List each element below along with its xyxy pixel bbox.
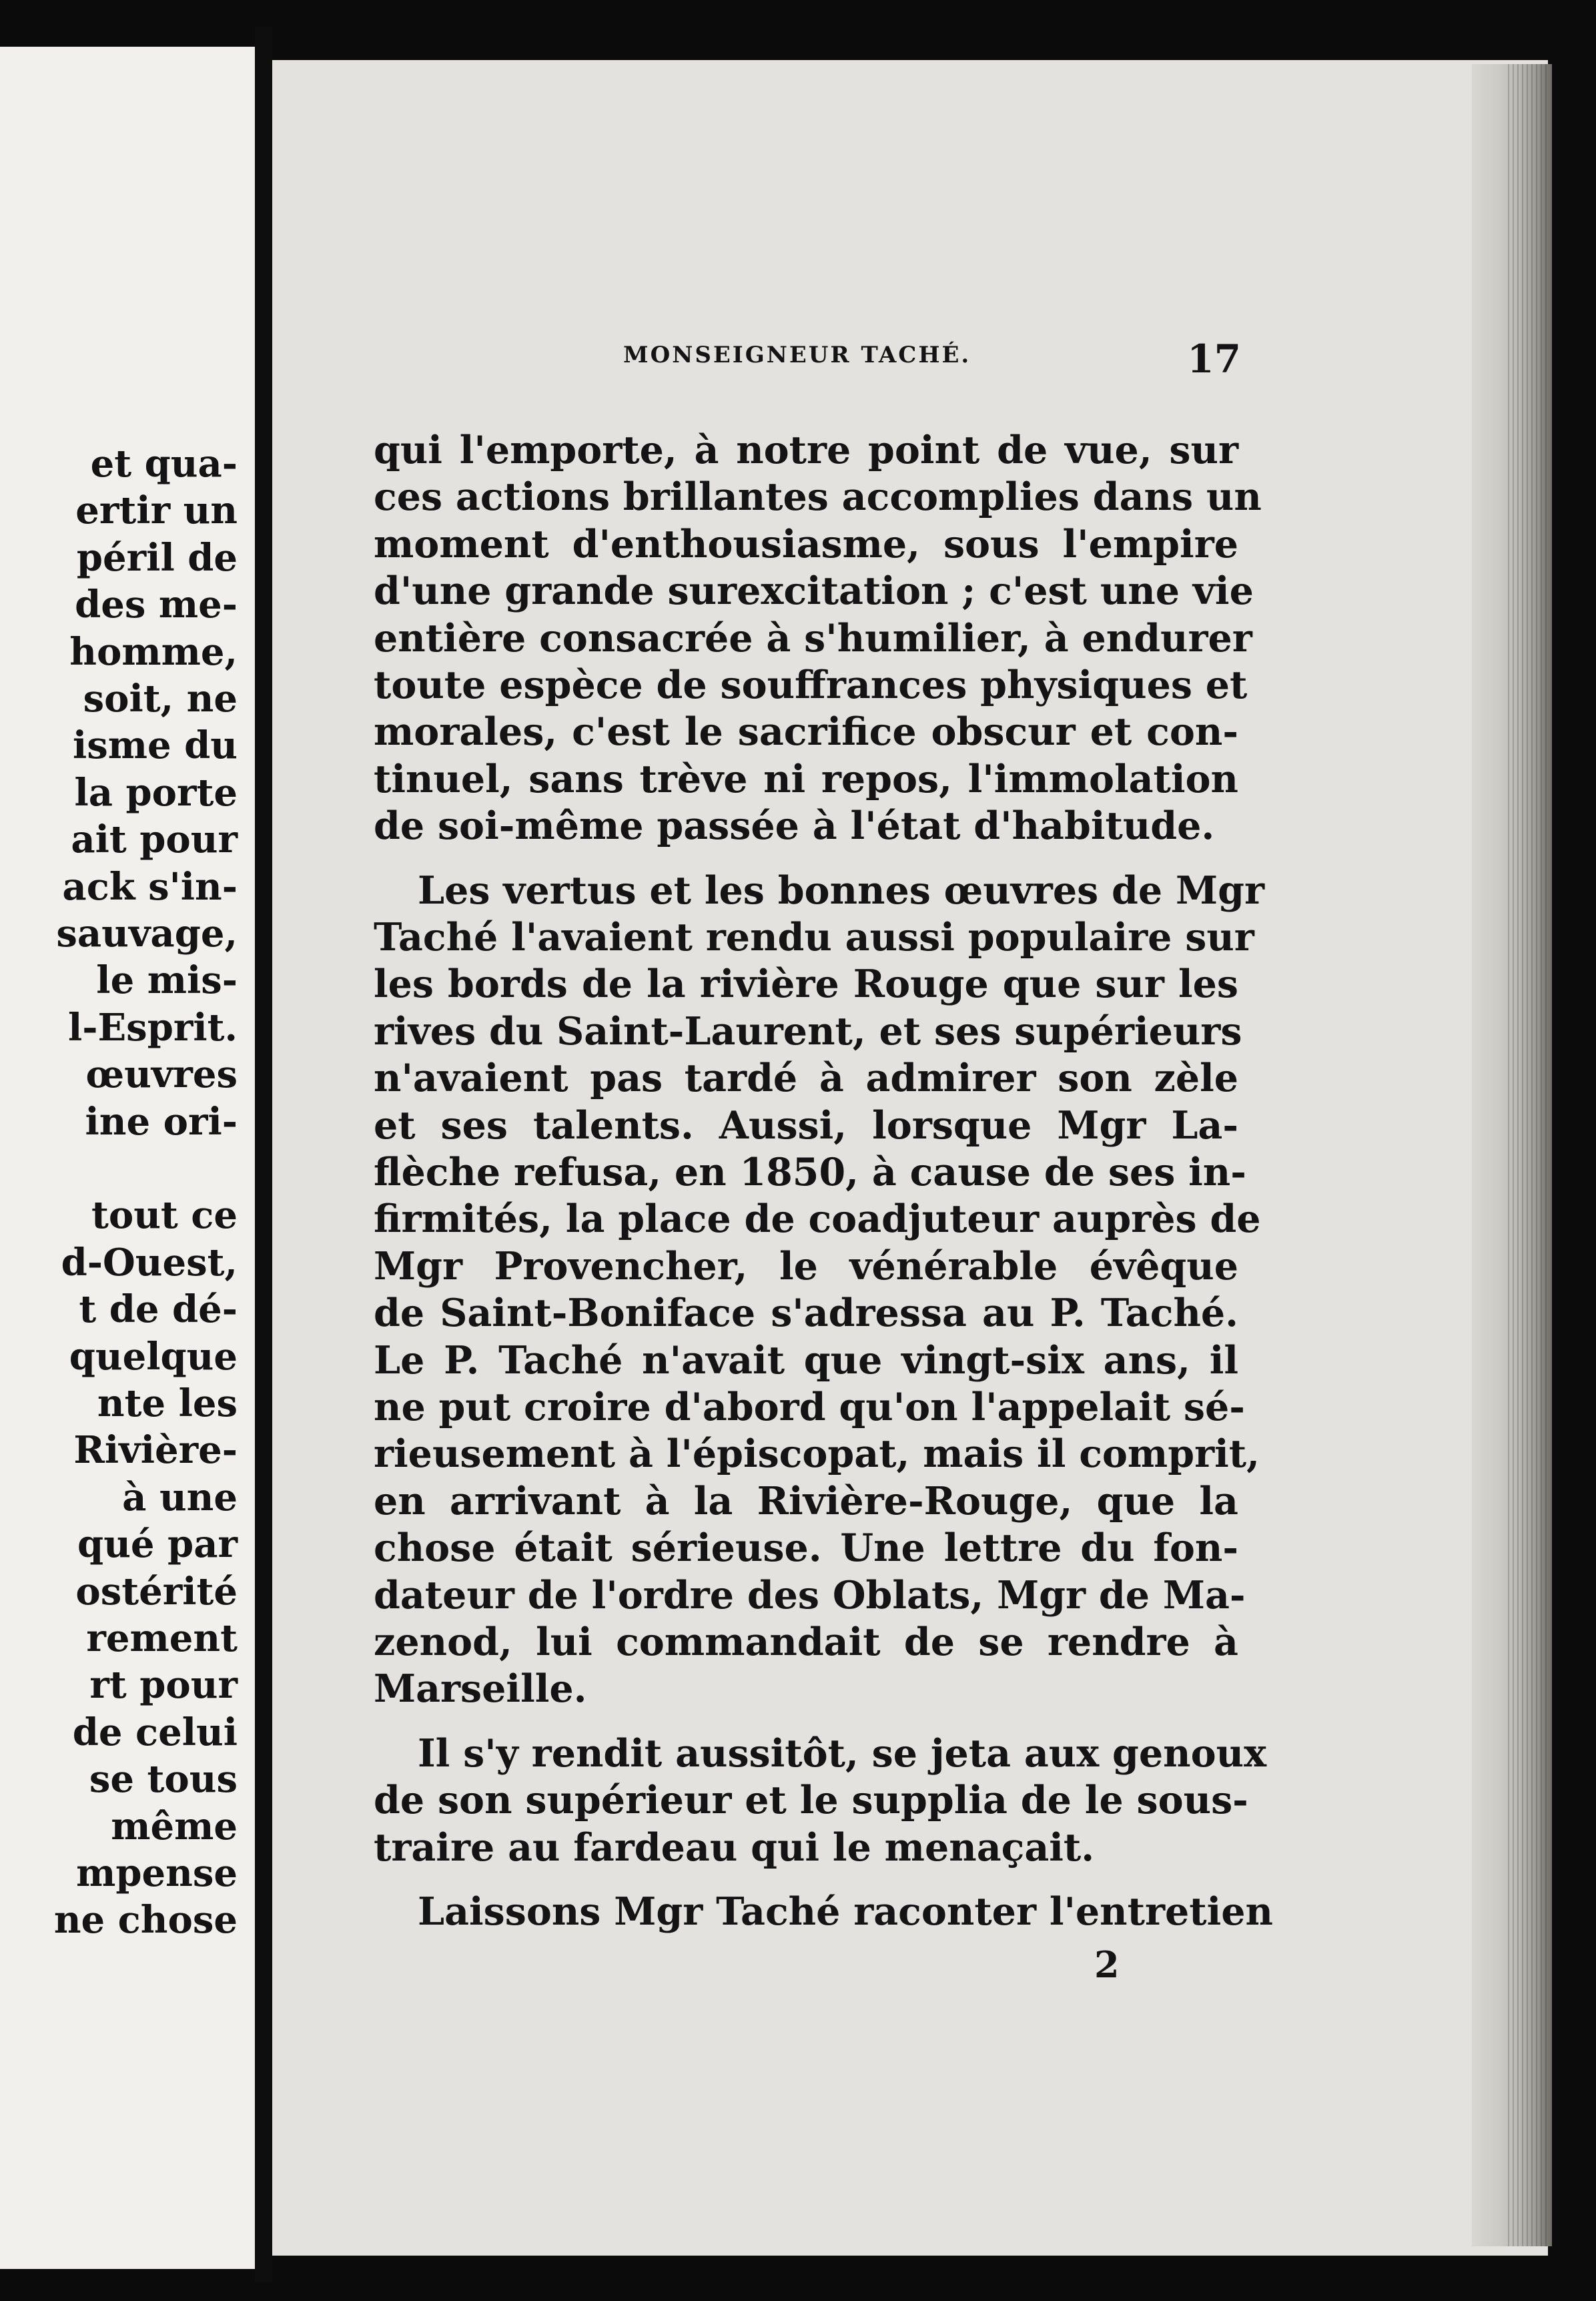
text-line: tinuel, sans trève ni repos, l'immolation (374, 756, 1238, 801)
left-page-line: t de dé- (79, 1287, 238, 1332)
text-line: ne put croire d'abord qu'on l'appelait sé- (374, 1385, 1245, 1429)
text-line: zenod, lui commandait de se rendre à (374, 1620, 1238, 1664)
text-line: Marseille. (374, 1666, 587, 1712)
left-page-line: ine ori- (85, 1099, 238, 1144)
left-page-line: de celui (72, 1710, 238, 1754)
text-line: entière consacrée à s'humilier, à endurer (374, 615, 1252, 661)
left-page-line: tout ce (91, 1193, 238, 1238)
left-page-line: à une (122, 1475, 238, 1520)
left-page-line: même (111, 1804, 238, 1849)
text-line: chose était sérieuse. Une lettre du fon- (374, 1526, 1238, 1571)
text-line: les bords de la rivière Rouge que sur les (374, 962, 1238, 1007)
text-line: n'avaient pas tardé à admirer son zèle (374, 1056, 1238, 1101)
left-page-line: sauvage, (56, 912, 238, 956)
page-header (623, 336, 1241, 382)
text-line: Il s'y rendit aussitôt, se jeta aux genoux (418, 1730, 1267, 1776)
text-line: moment d'enthousiasme, sous l'empire (374, 521, 1238, 567)
text-line: de son supérieur et le supplia de le sous- (374, 1778, 1248, 1823)
text-line: Laissons Mgr Taché raconter l'entretien (418, 1889, 1273, 1934)
left-page-line: péril de (76, 535, 238, 580)
page-number: 17 (1187, 336, 1241, 382)
text-line: morales, c'est le sacrifice obscur et con- (374, 709, 1238, 755)
left-page-line: se tous (89, 1757, 238, 1802)
left-page-line: œuvres (85, 1052, 238, 1097)
text-line: dateur de l'ordre des Oblats, Mgr de Ma- (374, 1572, 1246, 1618)
text-line: Les vertus et les bonnes œuvres de Mgr (418, 868, 1264, 913)
signature-mark: 2 (1094, 1943, 1120, 1986)
text-line: Taché l'avaient rendu aussi populaire sur (374, 915, 1254, 960)
left-page-line: Rivière- (73, 1428, 238, 1473)
left-page-line: ostérité (75, 1569, 238, 1614)
book-gutter (255, 27, 272, 2282)
text-line: rieusement à l'épiscopat, mais il comprit, (374, 1431, 1260, 1477)
left-page-line: mpense (76, 1851, 238, 1895)
text-line: et ses talents. Aussi, lorsque Mgr La- (374, 1102, 1238, 1148)
left-page-line: ne chose (53, 1898, 238, 1943)
left-page-line: quelque (69, 1334, 238, 1379)
text-line: rives du Saint-Laurent, et ses supérieurs (374, 1008, 1242, 1054)
left-page-line: homme, (69, 629, 238, 674)
left-page-line: ertir un (75, 488, 238, 533)
left-page-line: rement (86, 1616, 238, 1660)
text-line: Le P. Taché n'avait que vingt-six ans, il (374, 1337, 1238, 1383)
left-page-line: rt pour (89, 1663, 238, 1708)
left-page-line: le mis- (96, 958, 238, 1003)
text-line: traire au fardeau qui le menaçait. (374, 1825, 1095, 1870)
left-page-line: soit, ne (83, 677, 238, 721)
left-page-line: ack s'in- (62, 864, 238, 909)
page-edge-leaves (1508, 64, 1548, 2246)
text-line: de soi-même passée à l'état d'habitude. (374, 803, 1215, 849)
text-line: qui l'emporte, à notre point de vue, sur (374, 428, 1238, 472)
text-line: flèche refusa, en 1850, à cause de ses in- (374, 1150, 1246, 1195)
text-line: toute espèce de souffrances physiques et (374, 663, 1248, 707)
text-line: en arrivant à la Rivière-Rouge, que la (374, 1478, 1238, 1524)
text-line: ces actions brillantes accomplies dans un (374, 474, 1262, 520)
left-page-line: nte les (97, 1381, 238, 1425)
text-line: d'une grande surexcitation ; c'est une vie (374, 569, 1254, 614)
left-page-line: isme du (72, 723, 238, 768)
left-page-line: et qua- (90, 442, 238, 486)
text-line: de Saint-Boniface s'adressa au P. Taché. (374, 1291, 1238, 1336)
running-head: MONSEIGNEUR TACHÉ. (623, 342, 971, 368)
left-page-line: ait pour (71, 817, 238, 862)
left-page-line: d-Ouest, (61, 1240, 238, 1285)
text-line: Mgr Provencher, le vénérable évêque (374, 1243, 1238, 1289)
text-line: firmités, la place de coadjuteur auprès de (374, 1197, 1261, 1242)
left-page-line: l-Esprit. (67, 1005, 238, 1050)
left-page-line: la porte (74, 770, 238, 815)
left-page-line: des me- (75, 583, 238, 627)
left-page-line: qué par (77, 1522, 238, 1567)
left-facing-page (0, 47, 255, 2269)
